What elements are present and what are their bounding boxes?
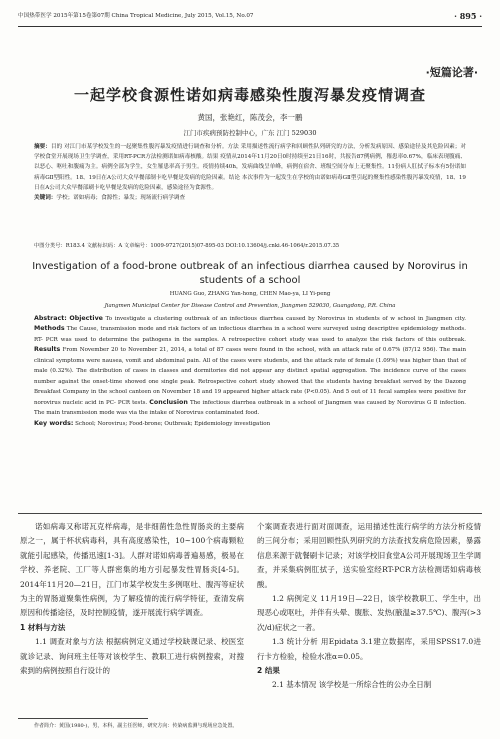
abstract-cn bbox=[34, 142, 466, 203]
results-paragraph: 2.1 基本情况 该学校是一所综合性的公办全日制 bbox=[272, 680, 432, 690]
body-right-column bbox=[257, 520, 481, 693]
running-header bbox=[18, 6, 482, 27]
author-footnote: 作者简介：黄国(1980-)，男，本科，副主任医师，研究方向：传染病监测与现场应急处置。 bbox=[34, 723, 238, 729]
keywords-en: School; Norovirus; Food-brone; Outbreak; Epidemiology investigation bbox=[75, 420, 271, 427]
title-cn: 一起学校食源性诺如病毒感染性腹泻暴发疫情调查 bbox=[73, 86, 426, 104]
affiliation-cn: 江门市疾病预防控制中心，广东 江门 529030 bbox=[183, 129, 317, 137]
title-en: Investigation of a food-brone outbreak of an infectious diarrhea caused by Norovirus in students of a school bbox=[32, 261, 468, 286]
section-label: ·短篇论著· bbox=[425, 66, 478, 79]
objective-label: Objective bbox=[69, 315, 103, 322]
conclusion-text: The infectious diarrhea outbreak in a school of Jiangmen was caused by Norovirus G Ⅱ infection. The main transmission mode was via the intake of Norovirus contaminated food. bbox=[34, 399, 467, 417]
abstract-en bbox=[34, 314, 466, 429]
results-text: From November 20 to November 21, 2014, a total of 87 cases were found in the school, with an attack rate of 0.67% (87/12 956). The main clinical symptoms were nausea, vomit and abdominal pain. All of the cases were students, and the attack rate of female (1.09%) was higher than that of male (0.32%). The distribution of cases in classes and dormitories did not appear any distinct spatial aggregation. The incidence curve of the cases number against the onset-time showed one single peak. Retrospective cohort study showed that the students having breakfast served by the Dazong Breakfast Company in the school canteen on November 18 and 19 appeared higher attack rate (P<0.05). And 5 out of 11 fecal samples were positive for norovirus nucleic acid in PC- PCR tests. bbox=[34, 347, 467, 406]
keywords-en-label: Key words: bbox=[34, 419, 74, 427]
case-definition-paragraph: 1.2 病例定义 11月19日—22日，该学校教职工、学生中，出现恶心或呕吐，并伴有头晕、腹胀、发热(腋温≥37.5℃)、腹泻(>3次/d)症状之一者。 bbox=[257, 594, 481, 632]
survey-paragraph: 个案调查表进行面对面调查，运用描述性流行病学的方法分析疫情的三间分布；采用回顾性队列研究的方法查找发病危险因素，暴露信息来源于就餐刷卡记录；对该学校旧食堂A公司开展现场卫生学调查，并采集病例肛拭子，送实验室经RT-PCR方法检测诺如病毒核酸。 bbox=[257, 522, 481, 589]
page-number: · 895 · bbox=[454, 11, 482, 21]
methods-paragraph: 1.1 调查对象与方法 根据病例定义通过学校缺课记录、校医室就诊记录、询问班主任等对该校学生、教职工进行病例搜索，对搜索到的病例按照自行设计的 bbox=[20, 637, 244, 676]
abstract-en-label: Abstract: bbox=[34, 315, 67, 322]
affiliation-en: Jiangmen Municipal Center for Disease Control and Prevention, Jiangmen 529030, Guangdong, P.R. China bbox=[104, 303, 396, 309]
keywords-cn: 学校；诺如病毒；食源性；暴发；现场流行病学调查 bbox=[56, 195, 186, 202]
intro-paragraph: 诺如病毒又称诺瓦克样病毒，是非细菌性急性胃肠炎的主要病原之一，属于杯状病毒科，具有高度感染性，10~100个病毒颗粒就能引起感染，传播迅速[1-3]。人群对诺如病毒普遍易感，极易在学校、养老院、工厂等人群密集的地方引起暴发性胃肠炎[4-5]。2014年11月20—21日，江门市某学校发生多例呕吐、腹泻等症状为主的胃肠道聚集性病例，为了解疫情的流行病学特征，查清发病原因和传播途径，及时控制疫情，遂开展流行病学调查。 bbox=[20, 522, 244, 618]
abstract-cn-text: 目的 对江门市某学校发生的一起聚集性腹泻暴发疫情进行调查和分析。方法 采用描述性流行病学和回顾性队列研究的方法，分析发病原因、感染途径及其危险因素；对学校食堂开展现场卫生学调查，采用RT-PCR方法检测诺如病毒核酸。结果 疫情从2014年11月20日0时持续至21日16时，共报告87例病例，罹患率0.67%，临床表现腹痛、以恶心、呕吐和腹痛为主。病例全部为学生，女生罹患率高于男生。疫情持续40h，发病曲线呈单峰，病例在宿舍、班级空间分布上无聚集性。11份病人肛拭子标本有5份诺如病毒GⅡ型阳性。18、19日在A公司大众早餐部制卡吃早餐是发病的危险因素。结论 本次事件为一起发生在学校的由诺如病毒GⅡ型引起的聚集性感染性腹泻暴发疫情，18、19日在A公司大众早餐部刷卡吃早餐是发病的危险因素，感染途径为食源性。 bbox=[34, 144, 466, 191]
methods-label: Methods bbox=[34, 325, 65, 333]
statistics-paragraph: 1.3 统计分析 用Epidata 3.1建立数据库，采用SPSS17.0进行卡方检验，检验水准α=0.05。 bbox=[257, 637, 481, 661]
objective-text: To investigate a clustering outbreak of an infectious diarrhea caused by Norovirus in students of w school in Jiangmen city. bbox=[105, 316, 467, 322]
body-left-column bbox=[20, 520, 244, 678]
footnote-divider bbox=[18, 718, 148, 719]
authors-en: HUANG Guo, ZHANG Yan-hong, CHEN Mao-ya, LI Yi-peng bbox=[169, 291, 331, 297]
abstract-cn-label: 摘要： bbox=[34, 144, 51, 150]
keywords-cn-label: 关键词： bbox=[34, 195, 57, 202]
heading-materials-methods: 1 材料与方法 bbox=[20, 622, 66, 632]
journal-info: 中国热带医学 2015年第15卷第07期 China Tropical Medicine, July 2015, Vol.15, No.07 bbox=[18, 13, 254, 19]
heading-results: 2 结果 bbox=[257, 666, 280, 676]
conclusion-label: Conclusion bbox=[149, 398, 188, 406]
methods-text: The Cause, transmission mode and risk factors of an infectious diarrhea in a school were surveyed using descriptive epidemiology methods. RT- PCR was used to determine the pathogens in the samples. A retrospective cohort study was used to analyze the risk factors of this outbreak. bbox=[34, 326, 466, 343]
section-divider bbox=[18, 513, 482, 514]
classification-meta: 中图分类号：R183.4 文献标识码：A 文章编号：1009-9727(2015)07-895-03 DOI:10.13604/j.cnki.46-1064/r.2015.07.35 bbox=[34, 243, 340, 249]
authors-cn: 黄国，张艳红，陈茂会，李一鹏 bbox=[197, 113, 303, 122]
results-label: Results bbox=[34, 346, 61, 354]
